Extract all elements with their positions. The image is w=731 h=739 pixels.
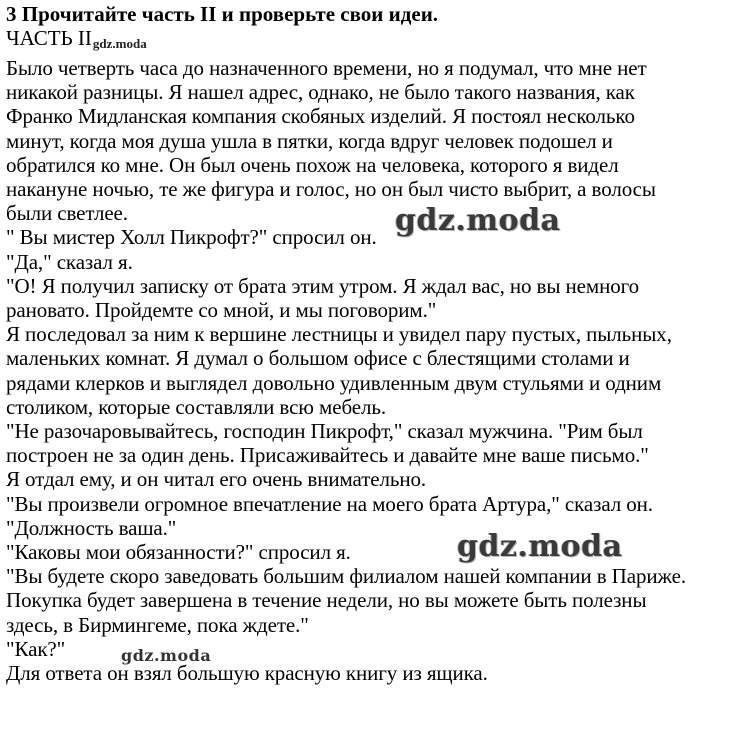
text-line: "Да," сказал я. (6, 249, 133, 274)
text-line: Для ответа он взял большую красную книгу из ящика. (6, 661, 488, 686)
text-line: "Вы произвели огромное впечатление на моего брата Артура," сказал он. (6, 491, 653, 516)
text-line: "Как?" (6, 636, 66, 661)
text-line: "Должность ваша." (6, 515, 177, 540)
watermark-small: gdz.moda (121, 646, 212, 665)
watermark-inline: gdz.moda (92, 36, 147, 51)
exercise-heading: 3 Прочитайте часть II и проверьте свои идеи. (6, 2, 439, 26)
part-label-row (6, 26, 726, 56)
watermark-large: gdz.moda (395, 203, 561, 238)
text-line: "О! Я получил записку от брата этим утром. Я ждал вас, но вы немного (6, 273, 640, 298)
text-line: Я отдал ему, и он читал его очень внимательно. (6, 467, 427, 492)
text-line: "Вы будете скоро заведовать большим филиалом нашей компании в Париже. (6, 564, 686, 589)
text-line: рановато. Пройдемте со мной, и мы поговорим." (6, 298, 437, 323)
text-line: Было четверть часа до назначенного времени, но я подумал, что мне нет (6, 56, 647, 80)
text-line: накануне ночью, те же фигура и голос, но он был чисто выбрит, а волосы (6, 177, 656, 202)
text-line: маленьких комнат. Я думал о большом офисе с блестящими столами и (6, 346, 630, 371)
text-line: здесь, в Бирмингеме, пока ждете." (6, 612, 309, 637)
text-line: "Каковы мои обязанности?" спросил я. (6, 540, 351, 565)
text-line: никакой разницы. Я нашел адрес, однако, не было такого названия, как (6, 80, 635, 105)
document-page (6, 2, 726, 685)
text-line: "Не разочаровывайтесь, господин Пикрофт," сказал мужчина. "Рим был (6, 419, 643, 444)
text-line: столиком, которые составляли всю мебель. (6, 394, 386, 419)
text-line: минут, когда моя душа ушла в пятки, когда вдруг человек подошел и (6, 128, 613, 153)
text-line: Покупка будет завершена в течение недели, но вы можете быть полезны (6, 588, 647, 613)
text-line: построен не за один день. Присаживайтесь и давайте мне ваше письмо." (6, 443, 649, 468)
text-line: были светлее. (6, 201, 128, 226)
part-label: ЧАСТЬ II (6, 26, 92, 50)
text-line: " Вы мистер Холл Пикрофт?" спросил он. (6, 225, 377, 250)
watermark-large: gdz.moda (457, 529, 623, 564)
text-line: Я последовал за ним к вершине лестницы и увидел пару пустых, пыльных, (6, 322, 672, 347)
text-line: рядами клерков и выглядел довольно удивленным двум стульями и одним (6, 370, 662, 395)
text-line: Франко Мидланская компания скобяных изделий. Я постоял несколько (6, 104, 635, 129)
text-line: обратился ко мне. Он был очень похож на человека, которого я видел (6, 152, 619, 177)
story-text (6, 56, 726, 685)
